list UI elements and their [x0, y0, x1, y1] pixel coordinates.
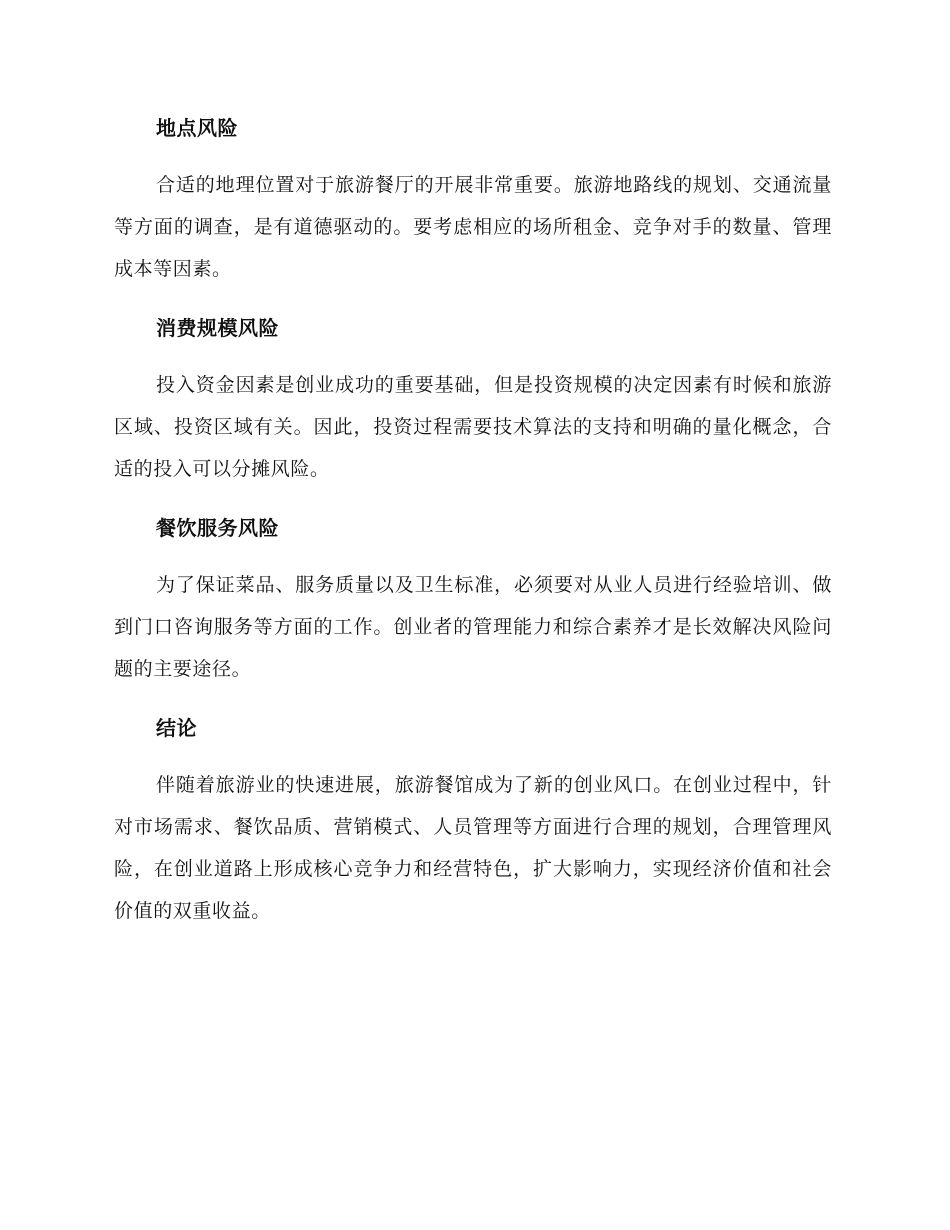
section-paragraph: 伴随着旅游业的快速进展，旅游餐馆成为了新的创业风口。在创业过程中，针对市场需求、餐饮品质、营销模式、人员管理等方面进行合理的规划，合理管理风险，在创业道路上形成核心竞争力和经营特色，扩大影响力，实现经济价值和社会价值的双重收益。 [114, 774, 832, 922]
section-heading: 消费规模风险 [156, 316, 279, 340]
section-paragraph: 为了保证菜品、服务质量以及卫生标准，必须要对从业人员进行经验培训、做到门口咨询服务等方面的工作。创业者的管理能力和综合素养才是长效解决风险问题的主要途径。 [114, 574, 832, 680]
section-heading: 餐饮服务风险 [156, 516, 279, 540]
section-paragraph: 合适的地理位置对于旅游餐厅的开展非常重要。旅游地路线的规划、交通流量等方面的调查，是有道德驱动的。要考虑相应的场所租金、竞争对手的数量、管理成本等因素。 [114, 174, 832, 280]
section-heading: 结论 [156, 716, 197, 740]
section-catering-service-risk [114, 510, 832, 690]
section-conclusion [114, 710, 832, 932]
section-heading: 地点风险 [156, 116, 238, 140]
section-consumption-scale-risk [114, 310, 832, 490]
section-location-risk [114, 110, 832, 290]
section-paragraph: 投入资金因素是创业成功的重要基础，但是投资规模的决定因素有时候和旅游区域、投资区域有关。因此，投资过程需要技术算法的支持和明确的量化概念，合适的投入可以分摊风险。 [114, 374, 832, 480]
